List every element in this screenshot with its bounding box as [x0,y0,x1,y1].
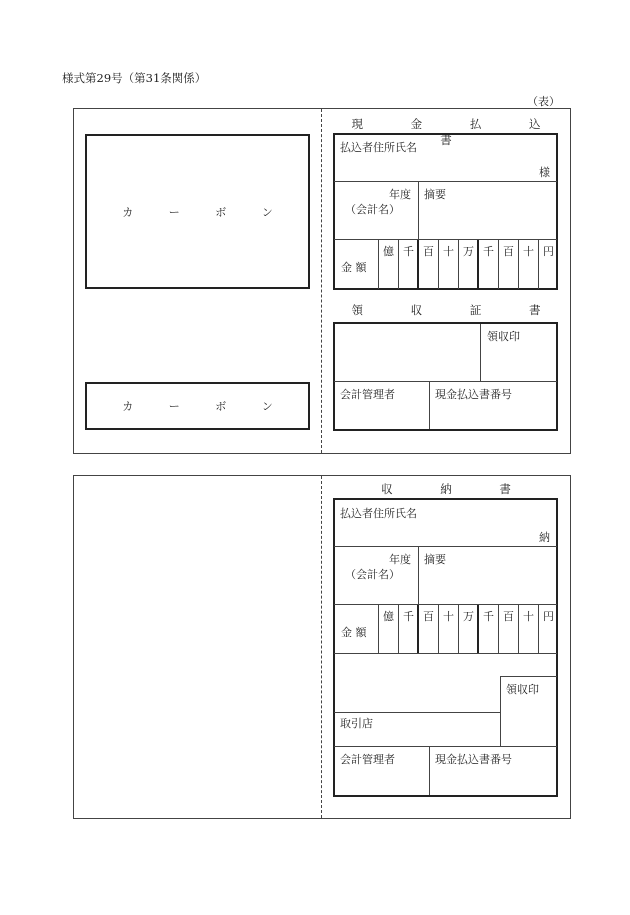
row-divider [334,181,557,182]
row-divider [334,239,557,240]
side-label: （表） [527,95,560,108]
digit-label: 億 [383,610,394,623]
amount-label: 金 額 [341,626,367,639]
receipt-title: 領 収 証 書 [351,303,563,317]
col-divider [429,382,430,429]
digit-label: 百 [423,610,434,623]
digit-label: 千 [403,610,414,623]
digit-label: 千 [403,245,414,258]
collection-number-label: 現金払込書番号 [435,753,512,766]
col-divider [480,324,481,381]
carbon-label: カ ー ボ ン [122,400,289,413]
digit-label: 千 [483,245,494,258]
row-divider [334,381,557,382]
payment-form-title: 現 金 払 込 書 [351,117,563,147]
digit-label: 十 [443,610,454,623]
payer-label: 払込者住所氏名 [340,141,417,154]
account-label: （会計名） [345,203,400,216]
top-sheet-perforation [321,109,322,453]
row-divider [334,653,557,654]
bottom-sheet-perforation [321,476,322,818]
digit-label: 万 [463,245,474,258]
col-divider [500,676,501,746]
digit-label: 円 [543,610,554,623]
digit-label: 千 [483,610,494,623]
row-divider [334,712,500,713]
row-divider [334,604,557,605]
carbon-label: カ ー ボ ン [122,205,289,219]
receipt-box [333,322,558,431]
payer-label: 払込者住所氏名 [340,507,417,520]
amount-label: 金 額 [341,261,367,274]
digit-label: 百 [503,245,514,258]
digit-label: 十 [443,245,454,258]
account-label: （会計名） [345,568,400,581]
digit-label: 万 [463,610,474,623]
digit-label: 百 [423,245,434,258]
col-divider [429,747,430,795]
digit-label: 十 [523,610,534,623]
digit-label: 十 [523,245,534,258]
bank-label: 取引店 [340,717,373,730]
digit-label: 百 [503,610,514,623]
carbon-area-large [85,134,310,289]
form-number: 様式第29号（第31条関係） [62,71,207,85]
col-divider [418,182,419,239]
year-label: 年度 [389,188,411,201]
year-label: 年度 [389,553,411,566]
carbon-area-small [85,382,310,430]
row-divider [334,746,557,747]
digit-label: 円 [543,245,554,258]
summary-label: 摘要 [424,188,446,201]
receipt-seal-label: 領収印 [487,330,520,343]
collection-seal-label: 領収印 [506,683,539,696]
honorific: 様 [539,166,550,179]
digit-label: 億 [383,245,394,258]
row-divider [500,676,557,677]
col-divider [418,547,419,604]
collection-suffix: 納 [539,531,550,544]
summary-label: 摘要 [424,553,446,566]
row-divider [334,546,557,547]
collection-form-title: 収 納 書 [381,482,533,496]
receipt-number-label: 現金払込書番号 [435,388,512,401]
receipt-manager-label: 会計管理者 [340,388,395,401]
collection-manager-label: 会計管理者 [340,753,395,766]
